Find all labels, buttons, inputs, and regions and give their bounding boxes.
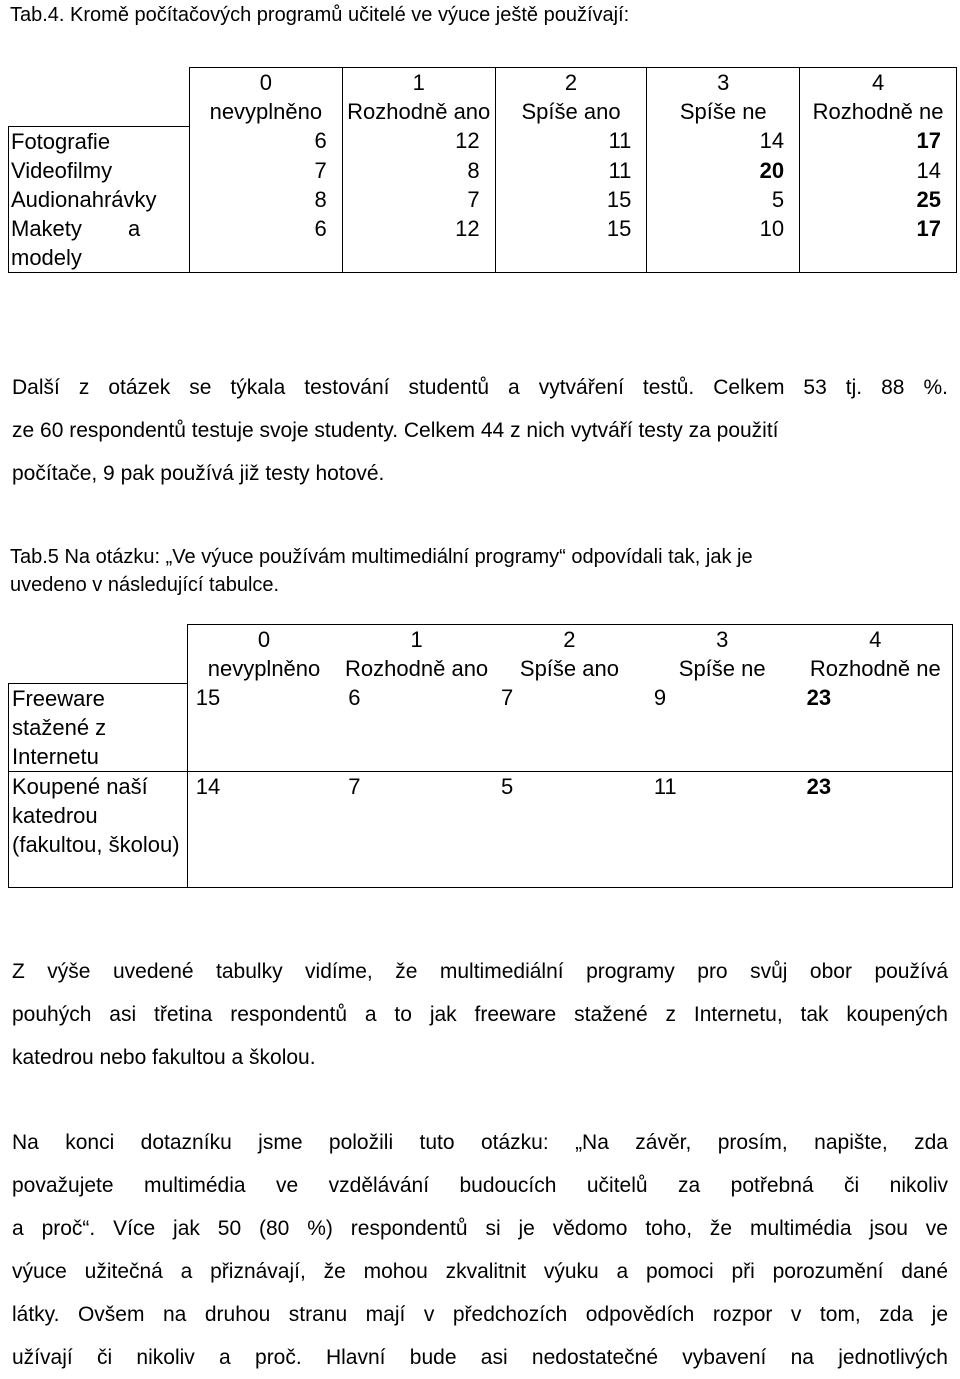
paragraph-line: Z výše uvedené tabulky vidíme, že multimediální programy pro svůj obor používá <box>12 960 948 983</box>
row-label: Koupené naší katedrou (fakultou, školou) <box>9 771 188 887</box>
table-cell: 7 <box>189 156 342 185</box>
table-row <box>9 126 957 156</box>
row-label: Makety a modely <box>9 214 190 273</box>
paragraph-line: užívají či nikoliv a proč. Hlavní bude asi nedostatečné vybavení na jednotlivých <box>12 1346 948 1369</box>
table-cell: 23 <box>799 683 953 771</box>
table-cell: 5 <box>493 771 646 887</box>
table-aids <box>8 67 957 273</box>
table-cell: 12 <box>342 126 495 156</box>
table-cell: 6 <box>189 126 342 156</box>
table-cell: 6 <box>340 683 493 771</box>
row-label: Fotografie <box>9 126 190 156</box>
paragraph-line: látky. Ovšem na druhou stranu mají v předchozích odpovědích rozpor v tom, zda je <box>12 1303 948 1326</box>
paragraph-line: výuce užitečná a přiznávají, že mohou zkvalitnit výuku a pomoci při porozumění dané <box>12 1260 948 1283</box>
table-cell: 17 <box>800 214 957 273</box>
table-cell: 14 <box>647 126 800 156</box>
column-header: 4 Rozhodně ne <box>800 68 957 127</box>
table-cell: 17 <box>800 126 957 156</box>
table-caption: Tab.5 Na otázku: „Ve výuce používám multimediální programy“ odpovídali tak, jak je <box>10 546 753 568</box>
table-cell: 20 <box>647 156 800 185</box>
table-cell: 5 <box>647 185 800 214</box>
paragraph-line: katedrou nebo fakultou a školou. <box>12 1046 316 1069</box>
column-header: 2 Spíše ano <box>493 625 646 684</box>
table-row <box>9 156 957 185</box>
table-cell: 8 <box>189 185 342 214</box>
table-row <box>9 185 957 214</box>
table-cell: 11 <box>646 771 799 887</box>
table-cell: 6 <box>189 214 342 273</box>
paragraph-line: počítače, 9 pak používá již testy hotové. <box>12 462 385 485</box>
paragraph-line: a proč“. Více jak 50 (80 %) respondentů si je vědomo toho, že multimédia jsou ve <box>12 1217 948 1240</box>
table-cell: 11 <box>495 126 647 156</box>
table-cell: 15 <box>187 683 340 771</box>
table-cell: 8 <box>342 156 495 185</box>
row-label: Audionahrávky <box>9 185 190 214</box>
table-row <box>9 214 957 273</box>
column-header: 0 nevyplněno <box>187 625 340 684</box>
row-label: Freeware stažené z Internetu <box>9 683 188 771</box>
table-cell: 23 <box>799 771 953 887</box>
table-row <box>9 771 953 887</box>
table-cell: 7 <box>342 185 495 214</box>
table-header-row <box>9 625 953 684</box>
table-row <box>9 683 953 771</box>
paragraph-line: považujete multimédia ve vzdělávání budoucích učitelů za potřebná či nikoliv <box>12 1174 948 1197</box>
row-label: Videofilmy <box>9 156 190 185</box>
table-cell: 25 <box>800 185 957 214</box>
paragraph-line: Další z otázek se týkala testování studentů a vytváření testů. Celkem 53 tj. 88 %. <box>12 376 948 399</box>
column-header: 0 nevyplněno <box>189 68 342 127</box>
paragraph-line: ze 60 respondentů testuje svoje studenty. Celkem 44 z nich vytváří testy za použití <box>12 419 779 442</box>
table-cell: 15 <box>495 185 647 214</box>
table-cell: 14 <box>800 156 957 185</box>
table-cell: 9 <box>646 683 799 771</box>
column-header: 4 Rozhodně ne <box>799 625 953 684</box>
table-cell: 11 <box>495 156 647 185</box>
table-cell: 12 <box>342 214 495 273</box>
table-cell: 7 <box>493 683 646 771</box>
table-cell: 14 <box>187 771 340 887</box>
table-cell: 15 <box>495 214 647 273</box>
paragraph-line: pouhých asi třetina respondentů a to jak freeware stažené z Internetu, tak koupených <box>12 1003 948 1026</box>
column-header: 2 Spíše ano <box>495 68 647 127</box>
column-header: 1 Rozhodně ano <box>340 625 493 684</box>
column-header: 3 Spíše ne <box>647 68 800 127</box>
column-header: 3 Spíše ne <box>646 625 799 684</box>
table-header-row <box>9 68 957 127</box>
paragraph-line: Na konci dotazníku jsme položili tuto otázku: „Na závěr, prosím, napište, zda <box>12 1131 948 1154</box>
table-cell: 10 <box>647 214 800 273</box>
table-caption: uvedeno v následující tabulce. <box>10 574 280 596</box>
column-header: 1 Rozhodně ano <box>342 68 495 127</box>
table-caption: Tab.4. Kromě počítačových programů učitelé ve výuce ještě používají: <box>10 4 630 26</box>
table-multimedia <box>8 624 953 888</box>
table-cell: 7 <box>340 771 493 887</box>
